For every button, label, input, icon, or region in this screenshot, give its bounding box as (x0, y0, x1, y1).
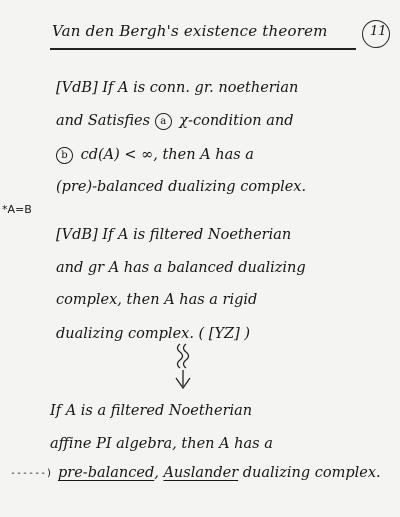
margin-arrow: ------) (10, 468, 53, 479)
conclusion-tail: dualizing complex. (242, 465, 381, 481)
theorem1-line2-pre: and Satisfies (56, 113, 151, 129)
auslander-term: Auslander (163, 465, 239, 481)
pre-balanced-term: pre-balanced (58, 465, 155, 481)
implies-arrow-icon (172, 342, 196, 390)
theorem2-line4: dualizing complex. ( [YZ] ) (56, 326, 251, 342)
theorem2-line3: complex, then A has a rigid (56, 292, 258, 308)
condition-a-mark: a (155, 113, 172, 130)
theorem1-line1: [VdB] If A is conn. gr. noetherian (56, 80, 299, 96)
page-number: 11 (370, 24, 387, 39)
conclusion-line1: If A is a filtered Noetherian (50, 403, 253, 419)
margin-note: *A=B (2, 203, 32, 216)
title-underline (50, 48, 356, 50)
theorem2-line2: and gr A has a balanced dualizing (56, 260, 306, 276)
theorem1-line3-text: cd(A) < ∞, then A has a (80, 147, 254, 163)
theorem1-line2-post: χ-condition and (179, 113, 294, 129)
page-title: Van den Bergh's existence theorem (52, 22, 328, 40)
theorem1-line3 (56, 147, 254, 164)
comma: , (154, 465, 159, 481)
conclusion-line3 (58, 465, 381, 481)
theorem1-line4: (pre)-balanced dualizing complex. (56, 179, 307, 195)
conclusion-line2: affine PI algebra, then A has a (50, 436, 273, 452)
theorem2-line1: [VdB] If A is filtered Noetherian (56, 227, 292, 243)
condition-b-mark: b (56, 147, 73, 164)
theorem1-line2 (56, 113, 293, 130)
